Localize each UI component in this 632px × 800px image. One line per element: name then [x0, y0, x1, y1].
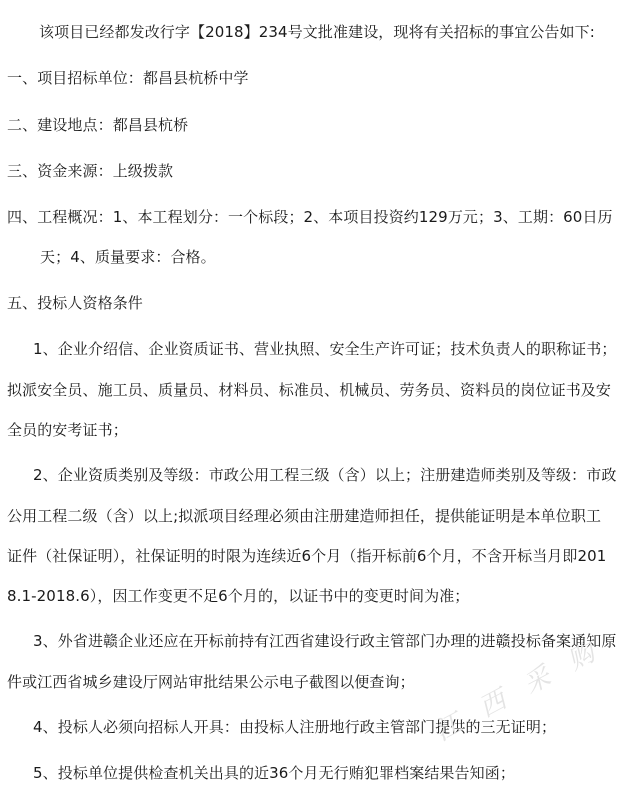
section-4-overview-line1: 四、工程概况：1、本工程划分：一个标段；2、本项目投资约129万元；3、工期：60日历 — [7, 208, 613, 226]
section-3-funding: 三、资金来源：上级拨款 — [7, 162, 174, 180]
condition-3-line2: 件或江西省城乡建设厅网站审批结果公示电子截图以便查询； — [7, 673, 415, 691]
condition-2-line1: 2、企业资质类别及等级：市政公用工程三级（含）以上；注册建造师类别及等级：市政 — [33, 466, 617, 484]
section-4-overview-line2: 天；4、质量要求：合格。 — [40, 248, 216, 266]
intro-paragraph: 该项目已经都发改行字【2018】234号文批准建设，现将有关招标的事宜公告如下: — [39, 23, 595, 41]
section-2-location: 二、建设地点：都昌县杭桥 — [7, 116, 189, 134]
condition-2-line2: 公用工程二级（含）以上;拟派项目经理必须由注册建造师担任，提供能证明是本单位职工 — [7, 507, 602, 525]
watermark: 江 西 采 购 — [429, 634, 608, 748]
condition-1-line3: 全员的安考证书； — [7, 421, 128, 439]
condition-2-line4: 8.1-2018.6），因工作变更不足6个月的，以证书中的变更时间为准； — [7, 587, 470, 605]
condition-1-line1: 1、企业介绍信、企业资质证书、营业执照、安全生产许可证；技术负责人的职称证书； — [33, 340, 617, 358]
condition-4: 4、投标人必须向招标人开具：由投标人注册地行政主管部门提供的三无证明； — [33, 718, 557, 736]
condition-5: 5、投标单位提供检查机关出具的近36个月无行贿犯罪档案结果告知函； — [33, 764, 515, 782]
condition-2-line3: 证件（社保证明），社保证明的时限为连续近6个月（指开标前6个月，不含开标当月即201 — [7, 547, 607, 565]
section-1-bidding-unit: 一、项目招标单位：都昌县杭桥中学 — [7, 69, 249, 87]
condition-3-line1: 3、外省进赣企业还应在开标前持有江西省建设行政主管部门办理的进赣投标备案通知原 — [33, 632, 617, 650]
section-5-heading: 五、投标人资格条件 — [7, 294, 143, 312]
condition-1-line2: 拟派安全员、施工员、质量员、材料员、标准员、机械员、劳务员、资料员的岗位证书及安 — [7, 381, 612, 399]
